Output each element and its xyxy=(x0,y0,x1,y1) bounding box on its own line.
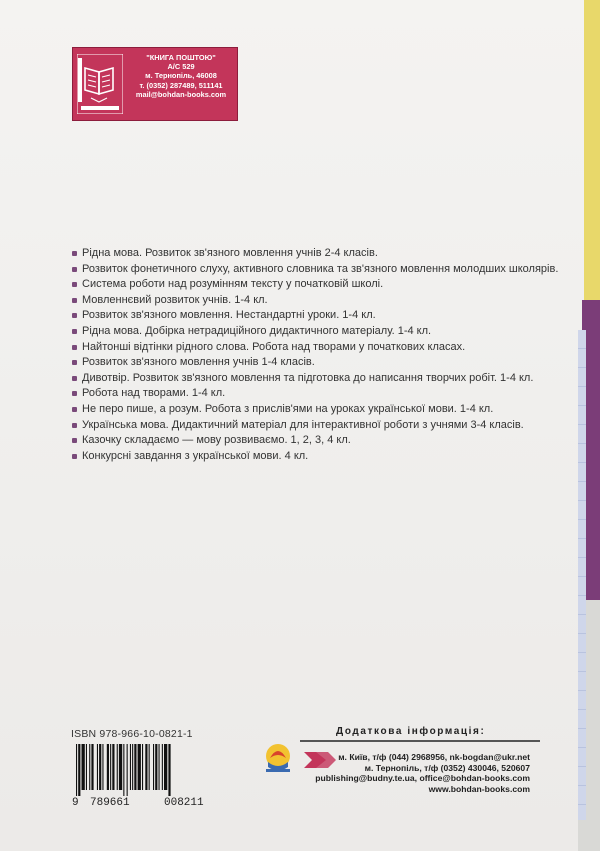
contact-website: www.bohdan-books.com xyxy=(428,783,530,794)
barcode-bar xyxy=(134,744,136,790)
barcode-bar xyxy=(119,744,122,790)
stamp-email: mail@bohdan-books.com xyxy=(135,89,227,99)
books-mail-logo-icon xyxy=(77,54,123,114)
list-item: Система роботи над розумінням тексту у початковій школі. xyxy=(70,277,558,293)
list-item: Конкурсні завдання з української мови. 4 кл. xyxy=(70,449,558,465)
barcode-bar xyxy=(130,744,131,790)
contact-info xyxy=(315,752,530,794)
barcode-right-digits: 008211 xyxy=(164,797,204,809)
mail-order-stamp xyxy=(72,47,238,121)
barcode-bar xyxy=(162,744,163,790)
list-item: Розвиток фонетичного слуху, активного словника та зв'язного мовлення молодших школярів. xyxy=(70,262,558,278)
list-item: Українська мова. Дидактичний матеріал для інтерактивної роботи з учнями 3-4 класів. xyxy=(70,418,558,434)
list-item: Робота над творами. 1-4 кл. xyxy=(70,386,558,402)
list-item: Рідна мова. Добірка нетрадиційного дидактичного матеріалу. 1-4 кл. xyxy=(70,324,558,340)
barcode-bar xyxy=(142,744,143,790)
barcode-bar xyxy=(82,744,85,790)
barcode-bar xyxy=(155,744,157,790)
stamp-phone: т. (0352) 287489, 511141 xyxy=(139,80,223,90)
barcode-icon xyxy=(76,744,226,796)
barcode-bar xyxy=(159,744,160,790)
barcode-bar xyxy=(107,744,109,790)
barcode-bar xyxy=(132,744,133,790)
stamp-po-box: А/С 529 xyxy=(167,62,195,72)
barcode-bar xyxy=(112,744,114,790)
contact-emails: publishing@budny.te.ua, office@bohdan-books.com xyxy=(315,773,530,784)
publisher-logo-icon xyxy=(260,740,296,776)
isbn-number: ISBN 978-966-10-0821-1 xyxy=(71,728,193,740)
stamp-city: м. Тернопіль, 46008 xyxy=(145,71,217,81)
list-item: Не перо пише, а розум. Робота з прислів'ями на уроках української мови. 1-4 кл. xyxy=(70,402,558,418)
barcode-bar xyxy=(89,744,90,790)
list-item: Мовленнєвий розвиток учнів. 1-4 кл. xyxy=(70,293,558,309)
stamp-title: "КНИГА ПОШТОЮ" xyxy=(146,53,216,62)
barcode-bar xyxy=(117,744,118,790)
barcode-bar xyxy=(138,744,141,790)
list-item: Розвиток зв'язного мовлення учнів 1-4 класів. xyxy=(70,355,558,371)
contact-kyiv: м. Київ, т/ф (044) 2968956, nk-bogdan@ukr.net xyxy=(338,752,530,762)
list-item: Дивотвір. Розвиток зв'язного мовлення та підготовка до написання творчих робіт. 1-4 кл. xyxy=(70,371,558,387)
barcode-bar xyxy=(123,744,124,796)
barcode-bar xyxy=(86,744,87,790)
barcode-bar xyxy=(102,744,103,790)
barcode-bar xyxy=(97,744,98,790)
barcode-bar xyxy=(91,744,93,790)
barcode-first-digit: 9 xyxy=(72,797,79,809)
contact-ternopil: м. Тернопіль, т/ф (0352) 430046, 520607 xyxy=(364,762,530,773)
barcode-bar xyxy=(76,744,77,796)
list-item: Рідна мова. Розвиток зв'язного мовлення учнів 2-4 класів. xyxy=(70,246,558,262)
barcode-left-digits: 789661 xyxy=(90,797,130,809)
barcode-bar xyxy=(78,744,80,796)
list-item: Найтонші відтінки рідного слова. Робота над творами у початкових класах. xyxy=(70,340,558,356)
additional-info-title: Додаткова інформація: xyxy=(336,726,486,737)
barcode-bar xyxy=(168,744,170,796)
barcode-bar xyxy=(127,744,128,796)
list-item: Розвиток зв'язного мовлення. Нестандартні уроки. 1-4 кл. xyxy=(70,308,558,324)
barcode-digits xyxy=(72,797,232,811)
barcode-bar xyxy=(153,744,154,790)
barcode-bar xyxy=(145,744,147,790)
stamp-text xyxy=(127,53,235,99)
list-item: Казочку складаємо — мову розвиваємо. 1, 2, 3, 4 кл. xyxy=(70,433,558,449)
info-divider xyxy=(300,740,540,742)
barcode-bar xyxy=(164,744,167,790)
barcode-bar xyxy=(149,744,150,790)
barcode-bar xyxy=(99,744,101,790)
related-books-list xyxy=(70,246,558,464)
page-edge-decoration xyxy=(578,0,600,851)
barcode-bar xyxy=(110,744,111,790)
